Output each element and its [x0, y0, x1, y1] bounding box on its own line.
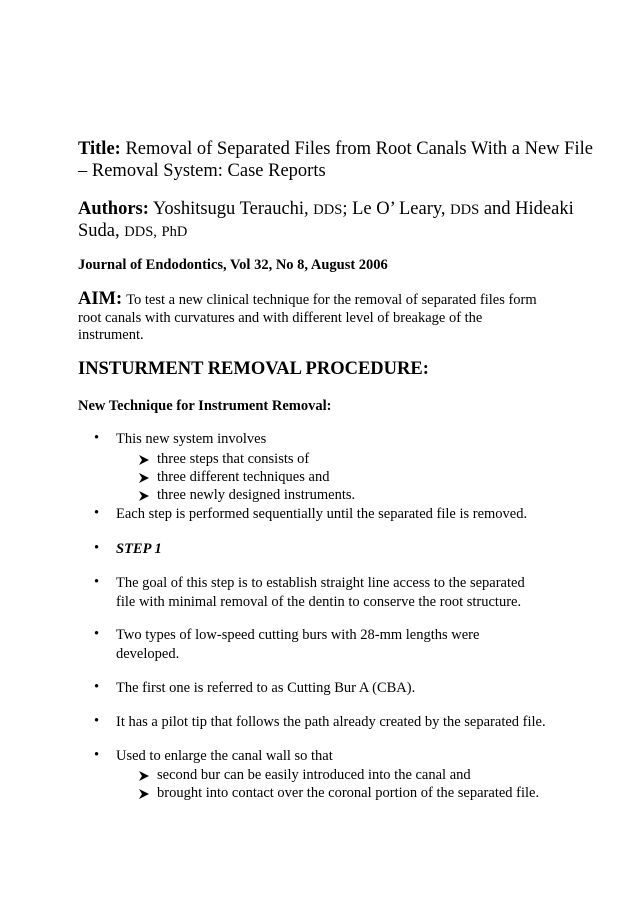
authors-label: Authors: [78, 199, 149, 219]
bullet-1-sub-1: three steps that consists of [157, 451, 310, 467]
document-page [78, 0, 593, 903]
bullet-5-line-1: Two types of low-speed cutting burs with 28-mm lengths were [116, 627, 480, 643]
bullet-dot-icon: • [94, 626, 100, 642]
author-name-4: Suda, [78, 221, 120, 241]
author-degree-2: DDS [450, 202, 480, 218]
authors-line-1 [78, 198, 574, 221]
step-1-heading: STEP 1 [116, 541, 162, 557]
title-text-1: Removal of Separated Files from Root Canals With a New File [125, 139, 593, 159]
author-name-1: Yoshitsugu Terauchi, [152, 199, 309, 219]
bullet-dot-icon: • [94, 747, 100, 763]
bullet-1-text: This new system involves [116, 431, 267, 447]
bullet-2-text: Each step is performed sequentially until the separated file is removed. [116, 506, 528, 522]
aim-text-1: To test a new clinical technique for the removal of separated files form [126, 292, 537, 308]
bullet-dot-icon: • [94, 713, 100, 729]
bullet-4-line-2: file with minimal removal of the dentin to conserve the root structure. [116, 594, 522, 610]
bullet-dot-icon: • [94, 505, 100, 521]
arrow-bullet-icon [138, 454, 150, 466]
bullet-8-sub-2: brought into contact over the coronal portion of the separated file. [157, 785, 540, 801]
bullet-6-text: The first one is referred to as Cutting Bur A (CBA). [116, 680, 416, 696]
bullet-1-sub-3: three newly designed instruments. [157, 487, 356, 503]
bullet-4-line-1: The goal of this step is to establish straight line access to the separated [116, 575, 525, 591]
bullet-dot-icon: • [94, 679, 100, 695]
journal-citation: Journal of Endodontics, Vol 32, No 8, August 2006 [78, 257, 388, 273]
section-heading: INSTURMENT REMOVAL PROCEDURE: [78, 359, 429, 379]
author-degree-comma: , [153, 224, 157, 240]
arrow-bullet-icon [138, 788, 150, 800]
title-line-2 [78, 160, 326, 182]
arrow-bullet-icon [138, 770, 150, 782]
bullet-5-line-2: developed. [116, 646, 180, 662]
author-name-3: and Hideaki [479, 199, 574, 219]
bullet-dot-icon: • [94, 430, 100, 446]
aim-line-1 [78, 289, 537, 310]
title-label: Title: [78, 139, 121, 159]
bullet-7-text: It has a pilot tip that follows the path already created by the separated file. [116, 714, 546, 730]
aim-label: AIM: [78, 289, 123, 309]
title-text-2: – Removal System: Case Reports [78, 161, 326, 181]
arrow-bullet-icon [138, 490, 150, 502]
authors-line-2 [78, 220, 187, 243]
bullet-8-text: Used to enlarge the canal wall so that [116, 748, 333, 764]
aim-text-2: root canals with curvatures and with different level of breakage of the [78, 310, 483, 326]
bullet-8-sub-1: second bur can be easily introduced into the canal and [157, 767, 471, 783]
title-line-1 [78, 138, 593, 160]
author-degree-1: DDS [313, 202, 343, 218]
arrow-bullet-icon [138, 472, 150, 484]
aim-text-3: instrument. [78, 327, 144, 343]
subheading: New Technique for Instrument Removal: [78, 398, 332, 414]
author-name-2: ; Le O’ Leary, [342, 199, 446, 219]
bullet-dot-icon: • [94, 574, 100, 590]
bullet-1-sub-2: three different techniques and [157, 469, 330, 485]
bullet-dot-icon: • [94, 540, 100, 556]
author-degree-4: PhD [161, 224, 188, 240]
author-degree-3: DDS [124, 224, 154, 240]
